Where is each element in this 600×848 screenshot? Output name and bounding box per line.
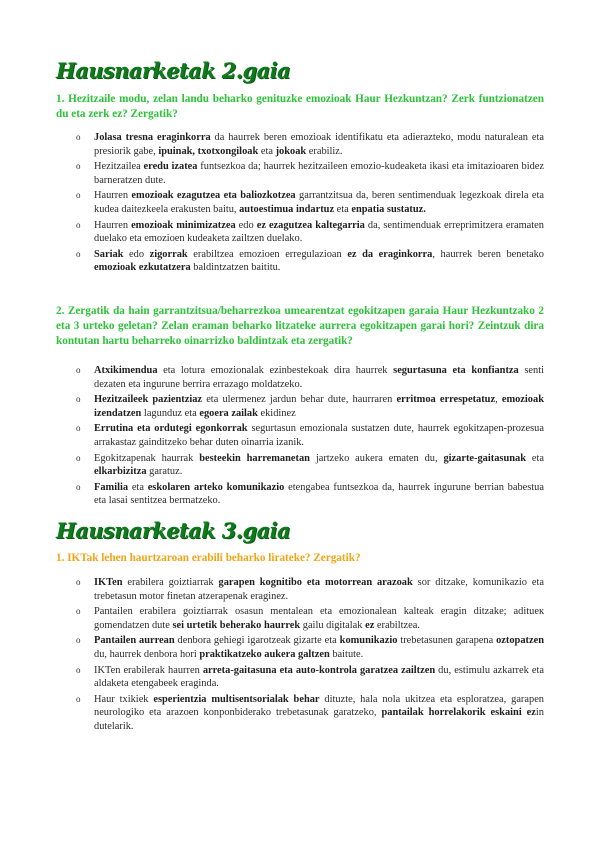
text-run: , haurrek beren benetako bbox=[432, 248, 544, 260]
text-run: edo bbox=[235, 219, 257, 231]
bold-text: jokoak bbox=[275, 145, 307, 157]
bold-text: ez bbox=[365, 619, 375, 631]
bold-text: oztopatzen bbox=[496, 635, 544, 647]
list-item bbox=[76, 160, 544, 187]
text-run: eta ulermenez jardun behar dute, haurraren bbox=[202, 394, 397, 406]
bullet-circle-icon: o bbox=[76, 481, 81, 492]
bold-text: besteekin harremanetan bbox=[199, 452, 310, 464]
bold-text: emozioak ezkutatzera bbox=[94, 262, 191, 274]
text-run: segurtasun emozionala sustatzen dute, haurrek egokitzapen-prozesua arrakastaz gainditzeko behar duten oinarria izanik. bbox=[94, 423, 544, 448]
section-2-list-2 bbox=[76, 364, 544, 510]
text-run: erabiltzea emozioen erregulazioan bbox=[187, 248, 348, 260]
bold-text: emozioak minimizatzea bbox=[131, 219, 236, 231]
list-item bbox=[76, 131, 544, 158]
bullet-circle-icon: o bbox=[76, 161, 81, 172]
text-run: garrantzitsua da, beren sentimenduak legezkoak direla eta kudea daitezkeela erakusten baitu, bbox=[94, 190, 545, 215]
bold-text: enpatia sustatuz. bbox=[351, 203, 426, 215]
text-run: edo bbox=[123, 248, 150, 260]
bullet-circle-icon: o bbox=[76, 664, 81, 675]
bold-text: ez ezagutzea kaltegarria bbox=[256, 219, 365, 231]
text-run: denbora gehiegi igarotzeak gizarte eta bbox=[174, 635, 340, 647]
list-item bbox=[76, 605, 544, 632]
text-run: in dutelarik. bbox=[94, 707, 544, 732]
bold-text: elkarbizitza bbox=[94, 466, 147, 478]
bold-text: segurtasuna eta konfiantza bbox=[393, 365, 519, 376]
bullet-circle-icon: o bbox=[76, 606, 81, 617]
text-run: du, estimulu azkarrek eta aldaketa etengabeek eraginda. bbox=[94, 664, 544, 690]
bold-text: garapen kognitibo eta motorrean arazoak bbox=[218, 577, 413, 588]
section-3-list-1 bbox=[76, 576, 544, 736]
bold-text: komunikazio bbox=[339, 635, 398, 647]
text-run: da haurrek beren emozioak identifikatu eta adierazteko, modu naturalean eta presiorik gabe, bbox=[94, 132, 544, 157]
text-run: da, sentimenduak erreprimitzera eramaten duelako eta emozioen kudeaketa zailtzen duelako. bbox=[94, 219, 544, 245]
list-item bbox=[76, 452, 544, 479]
text-run: Haurren bbox=[94, 219, 132, 231]
text-run: garatuz. bbox=[146, 466, 183, 478]
bold-text: Atxikimendua bbox=[94, 365, 158, 376]
bold-text: eskolaren arteko komunikazio bbox=[147, 481, 285, 493]
section-2-question-2: 2. Zergatik da hain garrantzitsua/beharrezkoa umearentzat egokitzapen garaia Haur Hezkuntzako 2 eta 3 urteko geletan? Zelan eraman beharko litzateke aurrera egokitzapen garai hori? Zeintzuk dira kontutan hartu beharreko oinarrizko baldintzak eta zergatik? bbox=[56, 305, 544, 347]
text-run: eta bbox=[526, 452, 544, 464]
bold-text: egoera zailak bbox=[199, 407, 258, 419]
list-item bbox=[76, 481, 544, 508]
section-3-title: Hausnarketak 3.gaia bbox=[56, 518, 290, 543]
bullet-circle-icon: o bbox=[76, 248, 81, 259]
text-run: Haurren bbox=[94, 190, 132, 202]
text-run: baitute. bbox=[329, 648, 364, 660]
text-run: jartzeko aukera ematen du, bbox=[309, 452, 444, 464]
bold-text: emozioak ezagutzea eta baliozkotzea bbox=[131, 190, 296, 202]
bullet-circle-icon: o bbox=[76, 190, 81, 201]
bold-text: erritmoa errespetatuz bbox=[396, 394, 496, 406]
bold-text: Sariak bbox=[94, 248, 124, 260]
text-run: ekidinez bbox=[257, 407, 296, 419]
text-run: erabiliz. bbox=[306, 145, 343, 157]
list-item bbox=[76, 219, 544, 246]
text-run: eta bbox=[258, 145, 276, 157]
bold-text: Pantailen aurrean bbox=[94, 635, 175, 647]
section-2-list-1 bbox=[76, 131, 544, 277]
bold-text: gizarte-gaitasunak bbox=[443, 452, 526, 464]
bullet-circle-icon: o bbox=[76, 635, 81, 646]
text-run: IKTen erabilerak haurren bbox=[94, 664, 203, 676]
text-run: sor ditzake, komunikazio eta trebetasun motor finetan atzerapenak eraginez. bbox=[94, 577, 544, 602]
bold-text: Hezitzaileek pazientziaz bbox=[94, 394, 203, 406]
list-item bbox=[76, 189, 544, 216]
text-run: senti dezaten eta ingurune berrira errazago moldatzeko. bbox=[94, 365, 544, 390]
text-run: funtsezkoa da; haurrek hezitzaileen emozio-kudeaketa ikasi eta imitazioaren bidez barneratzen dute. bbox=[94, 161, 545, 186]
bold-text: zigorrak bbox=[149, 248, 188, 260]
bold-text: pantailak horrelakorik eskaini ez bbox=[381, 707, 536, 719]
bullet-circle-icon: o bbox=[76, 577, 81, 587]
text-run: dituzte, hala nola ukitzea eta esploratzea, garapen neurologiko eta arazoen konponbiderako trebetasunak garatzeko, bbox=[94, 693, 545, 719]
section-3-question-1: 1. IKTak lehen haurtzaroan erabili beharko lirateke? Zergatik? bbox=[56, 552, 361, 564]
bold-text: arreta-gaitasuna eta auto-kontrola garatzea zailtzen bbox=[202, 664, 436, 676]
text-run: trebetasunen garapena bbox=[397, 635, 497, 647]
bold-text: Familia bbox=[94, 481, 129, 493]
bold-text: praktikatzeko aukera galtzen bbox=[199, 648, 330, 660]
text-run: Hezitzailea bbox=[94, 161, 144, 173]
text-run: eta bbox=[334, 203, 352, 215]
bullet-circle-icon: o bbox=[76, 452, 81, 463]
text-run: lagunduz eta bbox=[141, 407, 200, 419]
text-run: eta bbox=[128, 481, 148, 493]
bullet-circle-icon: o bbox=[76, 693, 81, 704]
bold-text: Errutina eta ordutegi egonkorrak bbox=[94, 423, 248, 435]
bullet-circle-icon: o bbox=[76, 365, 81, 375]
list-item bbox=[76, 664, 544, 691]
bold-text: ez da eraginkorra bbox=[347, 248, 433, 260]
bold-text: esperientzia multisentsorialak behar bbox=[153, 693, 320, 705]
text-run: baldintzatzen baititu. bbox=[190, 262, 281, 274]
list-item bbox=[76, 634, 544, 661]
bold-text: Jolasa tresna eraginkorra bbox=[94, 132, 211, 143]
bullet-circle-icon: o bbox=[76, 394, 81, 405]
list-item bbox=[76, 422, 544, 449]
text-run: erabiltzea. bbox=[374, 619, 420, 631]
section-2-title: Hausnarketak 2.gaia bbox=[56, 58, 290, 83]
text-run: , bbox=[495, 394, 502, 406]
list-item bbox=[76, 576, 544, 603]
text-run: du, haurrek denbora hori bbox=[94, 648, 200, 660]
bold-text: IKTen bbox=[94, 577, 123, 588]
bullet-circle-icon: o bbox=[76, 423, 81, 434]
bold-text: ipuinak, txotxongiloak bbox=[158, 145, 259, 157]
text-run: Pantailen erabilera goiztiarrak osasun mentalean eta emozionalean kalteak eragin ditzake; aditueк gomendatzen dute bbox=[94, 606, 544, 631]
text-run: etengabea funtsezkoa da, haurrek ingurune berrian babestua eta lasai sentitzea bermatzeko. bbox=[94, 481, 544, 507]
text-run: erabilera goiztiarrak bbox=[122, 577, 219, 588]
text-run: eta lotura emozionalak ezinbestekoak dira haurrek bbox=[157, 365, 394, 376]
text-run: gailu digitalak bbox=[300, 619, 366, 631]
list-item bbox=[76, 248, 544, 275]
text-run: Egokitzapenak haurrak bbox=[94, 452, 200, 464]
list-item bbox=[76, 393, 544, 420]
text-run: Haur txikiek bbox=[94, 693, 154, 705]
bold-text: autoestimua indartuz bbox=[239, 203, 335, 215]
section-2-question-1: 1. Hezitzaile modu, zelan landu beharko genituzke emozioak Haur Hezkuntzan? Zerk funtzionatzen du eta zerk ez? Zergatik? bbox=[56, 93, 544, 120]
bold-text: emozioak izendatzen bbox=[94, 394, 544, 419]
bold-text: eredu izatea bbox=[143, 161, 198, 173]
list-item bbox=[76, 364, 544, 391]
bullet-circle-icon: o bbox=[76, 219, 81, 230]
bullet-circle-icon: o bbox=[76, 132, 81, 142]
bold-text: sei urtetik beherako haurrek bbox=[172, 619, 301, 631]
list-item bbox=[76, 693, 544, 734]
